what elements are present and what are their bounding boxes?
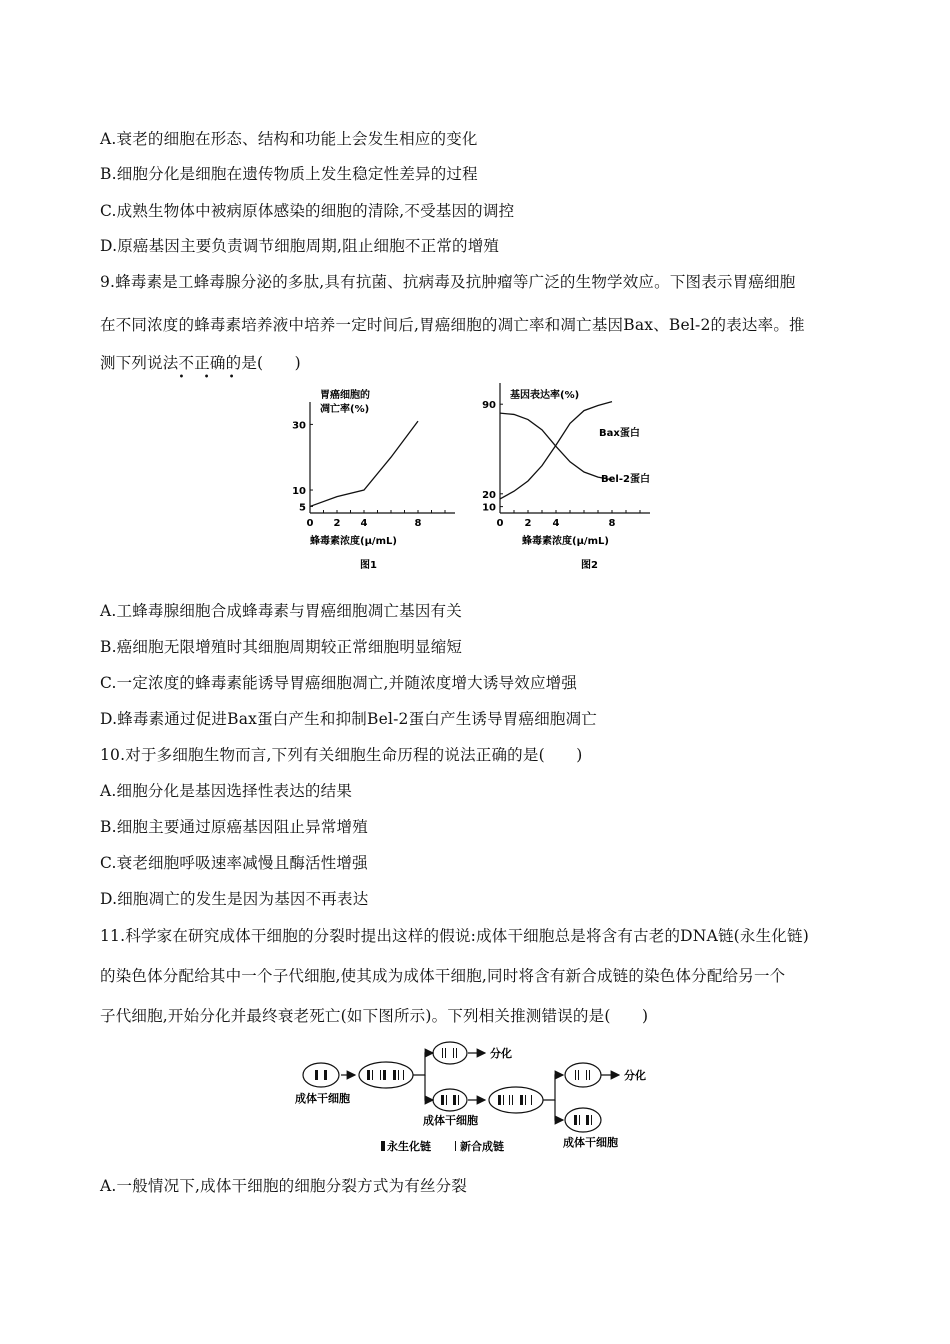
series-label-bel2: Bel-2蛋白 [601,474,650,485]
arrow-branch-up-2 [543,1075,563,1100]
q11-stem-line2: 的染色体分配给其中一个子代细胞,使其成为成体干细胞,同时将含有新合成链的染色体分配给另一个 [100,967,786,985]
q9-stem-end: 的是( ) [225,354,301,372]
label-differentiate-1: 分化 [490,1047,512,1060]
arrow-branch-down-2 [555,1100,563,1120]
q9-emphasis [178,354,243,383]
label-stem-cell-1: 成体干细胞 [295,1092,350,1105]
chart2-y-tick-label: 10 [482,502,496,514]
stem-cell-1 [303,1063,339,1087]
chart1-x-tick-label: 0 [306,518,314,529]
chart2-x-tick-label: 8 [608,518,616,529]
q8-option-c: C.成熟生物体中被病原体感染的细胞的清除,不受基因的调控 [100,202,515,220]
differentiating-cell-2 [565,1063,601,1087]
q8-option-b: B.细胞分化是细胞在遗传物质上发生稳定性差异的过程 [100,165,478,183]
q9-option-c: C.一定浓度的蜂毒素能诱导胃癌细胞凋亡,并随浓度增大诱导效应增强 [100,674,578,692]
label-stem-cell-3: 成体干细胞 [563,1136,618,1149]
emphasis-dots: • • • [178,372,243,383]
chart1-y-tick-label: 5 [299,502,306,514]
legend-old-strand-mark [381,1141,385,1151]
q9-stem-line1: 9.蜂毒素是工蜂毒腺分泌的多肽,具有抗菌、抗病毒及抗肿瘤等广泛的生物学效应。下图表示胃癌细胞 [100,273,796,291]
chart1-xlabel: 蜂毒素浓度(μ/mL) [310,536,397,547]
chart2-x-tick-label: 0 [496,518,504,529]
chart2-x-tick-label: 4 [552,518,560,529]
chart1-ylabel-line2: 凋亡率(%) [320,404,370,415]
q9-option-a: A.工蜂毒腺细胞合成蜂毒素与胃癌细胞凋亡基因有关 [100,602,462,620]
chart2-series-1-line [500,402,612,499]
q9-option-d: D.蜂毒素通过促进Bax蛋白产生和抑制Bel-2蛋白产生诱导胃癌细胞凋亡 [100,710,597,728]
stem-cell-2 [433,1089,467,1111]
q9-stem-line2: 在不同浓度的蜂毒素培养液中培养一定时间后,胃癌细胞的凋亡率和凋亡基因Bax、Bel-2的表达率。推 [100,316,805,334]
q9-stem-text: 测下列说法 [100,354,179,372]
chart-apoptosis-rate [292,388,455,571]
q10-option-c: C.衰老细胞呼吸速率减慢且酶活性增强 [100,854,368,872]
chart1-y-tick-label: 10 [292,486,306,498]
q11-stem-line1: 11.科学家在研究成体干细胞的分裂时提出这样的假说:成体干细胞总是将含有古老的DNA链(永生化链) [100,927,809,945]
differentiating-cell-1 [433,1042,467,1064]
legend-new-strand: 新合成链 [460,1140,504,1153]
chart2-ylabel: 基因表达率(%) [510,390,580,401]
q8-option-a: A.衰老的细胞在形态、结构和功能上会发生相应的变化 [100,130,478,148]
stem-cell-division-diagram [295,1033,675,1158]
q9-emphasis-text: 不正确 [178,354,226,372]
q9-option-b: B.癌细胞无限增殖时其细胞周期较正常细胞明显缩短 [100,638,463,656]
chart1-ylabel-line1: 胃癌细胞的 [320,390,370,401]
chart1-x-tick-label: 4 [360,518,368,529]
chart2-x-tick-label: 2 [524,518,532,529]
chart1-series-1-line [310,421,418,506]
legend-old-strand: 永生化链 [387,1140,431,1153]
label-stem-cell-2: 成体干细胞 [423,1114,478,1127]
q9-stem-line3 [100,351,301,383]
chart1-x-tick-label: 8 [414,518,422,529]
legend-new-strand-mark [455,1141,456,1151]
chart2-y-tick-label: 20 [482,489,496,501]
q10-stem: 10.对于多细胞生物而言,下列有关细胞生命历程的说法正确的是( ) [100,746,583,764]
chart1-x-tick-label: 2 [333,518,341,529]
chart2-y-tick-label: 90 [482,400,496,412]
label-differentiate-2: 分化 [624,1069,646,1082]
stem-cell-3 [565,1108,601,1132]
q10-option-b: B.细胞主要通过原癌基因阻止异常增殖 [100,818,368,836]
chart1-title: 图1 [360,560,377,571]
chart2-xlabel: 蜂毒素浓度(μ/mL) [522,536,609,547]
arrow-branch-up-1 [413,1053,433,1075]
replicating-cell-2 [489,1087,543,1113]
q9-figure [290,383,680,583]
chart-gene-expression [482,383,650,571]
q11-option-a: A.一般情况下,成体干细胞的细胞分裂方式为有丝分裂 [100,1177,468,1195]
q10-option-a: A.细胞分化是基因选择性表达的结果 [100,782,353,800]
q11-stem-line3: 子代细胞,开始分化并最终衰老死亡(如下图所示)。下列相关推测错误的是( ) [100,1007,649,1025]
chart1-y-tick-label: 30 [292,420,306,432]
arrow-branch-down-1 [425,1075,433,1100]
chart2-series-2-line [500,413,612,480]
series-label-bax: Bax蛋白 [599,428,640,439]
q8-option-d: D.原癌基因主要负责调节细胞周期,阻止细胞不正常的增殖 [100,237,500,255]
chart2-title: 图2 [581,560,598,571]
q10-option-d: D.细胞凋亡的发生是因为基因不再表达 [100,890,369,908]
